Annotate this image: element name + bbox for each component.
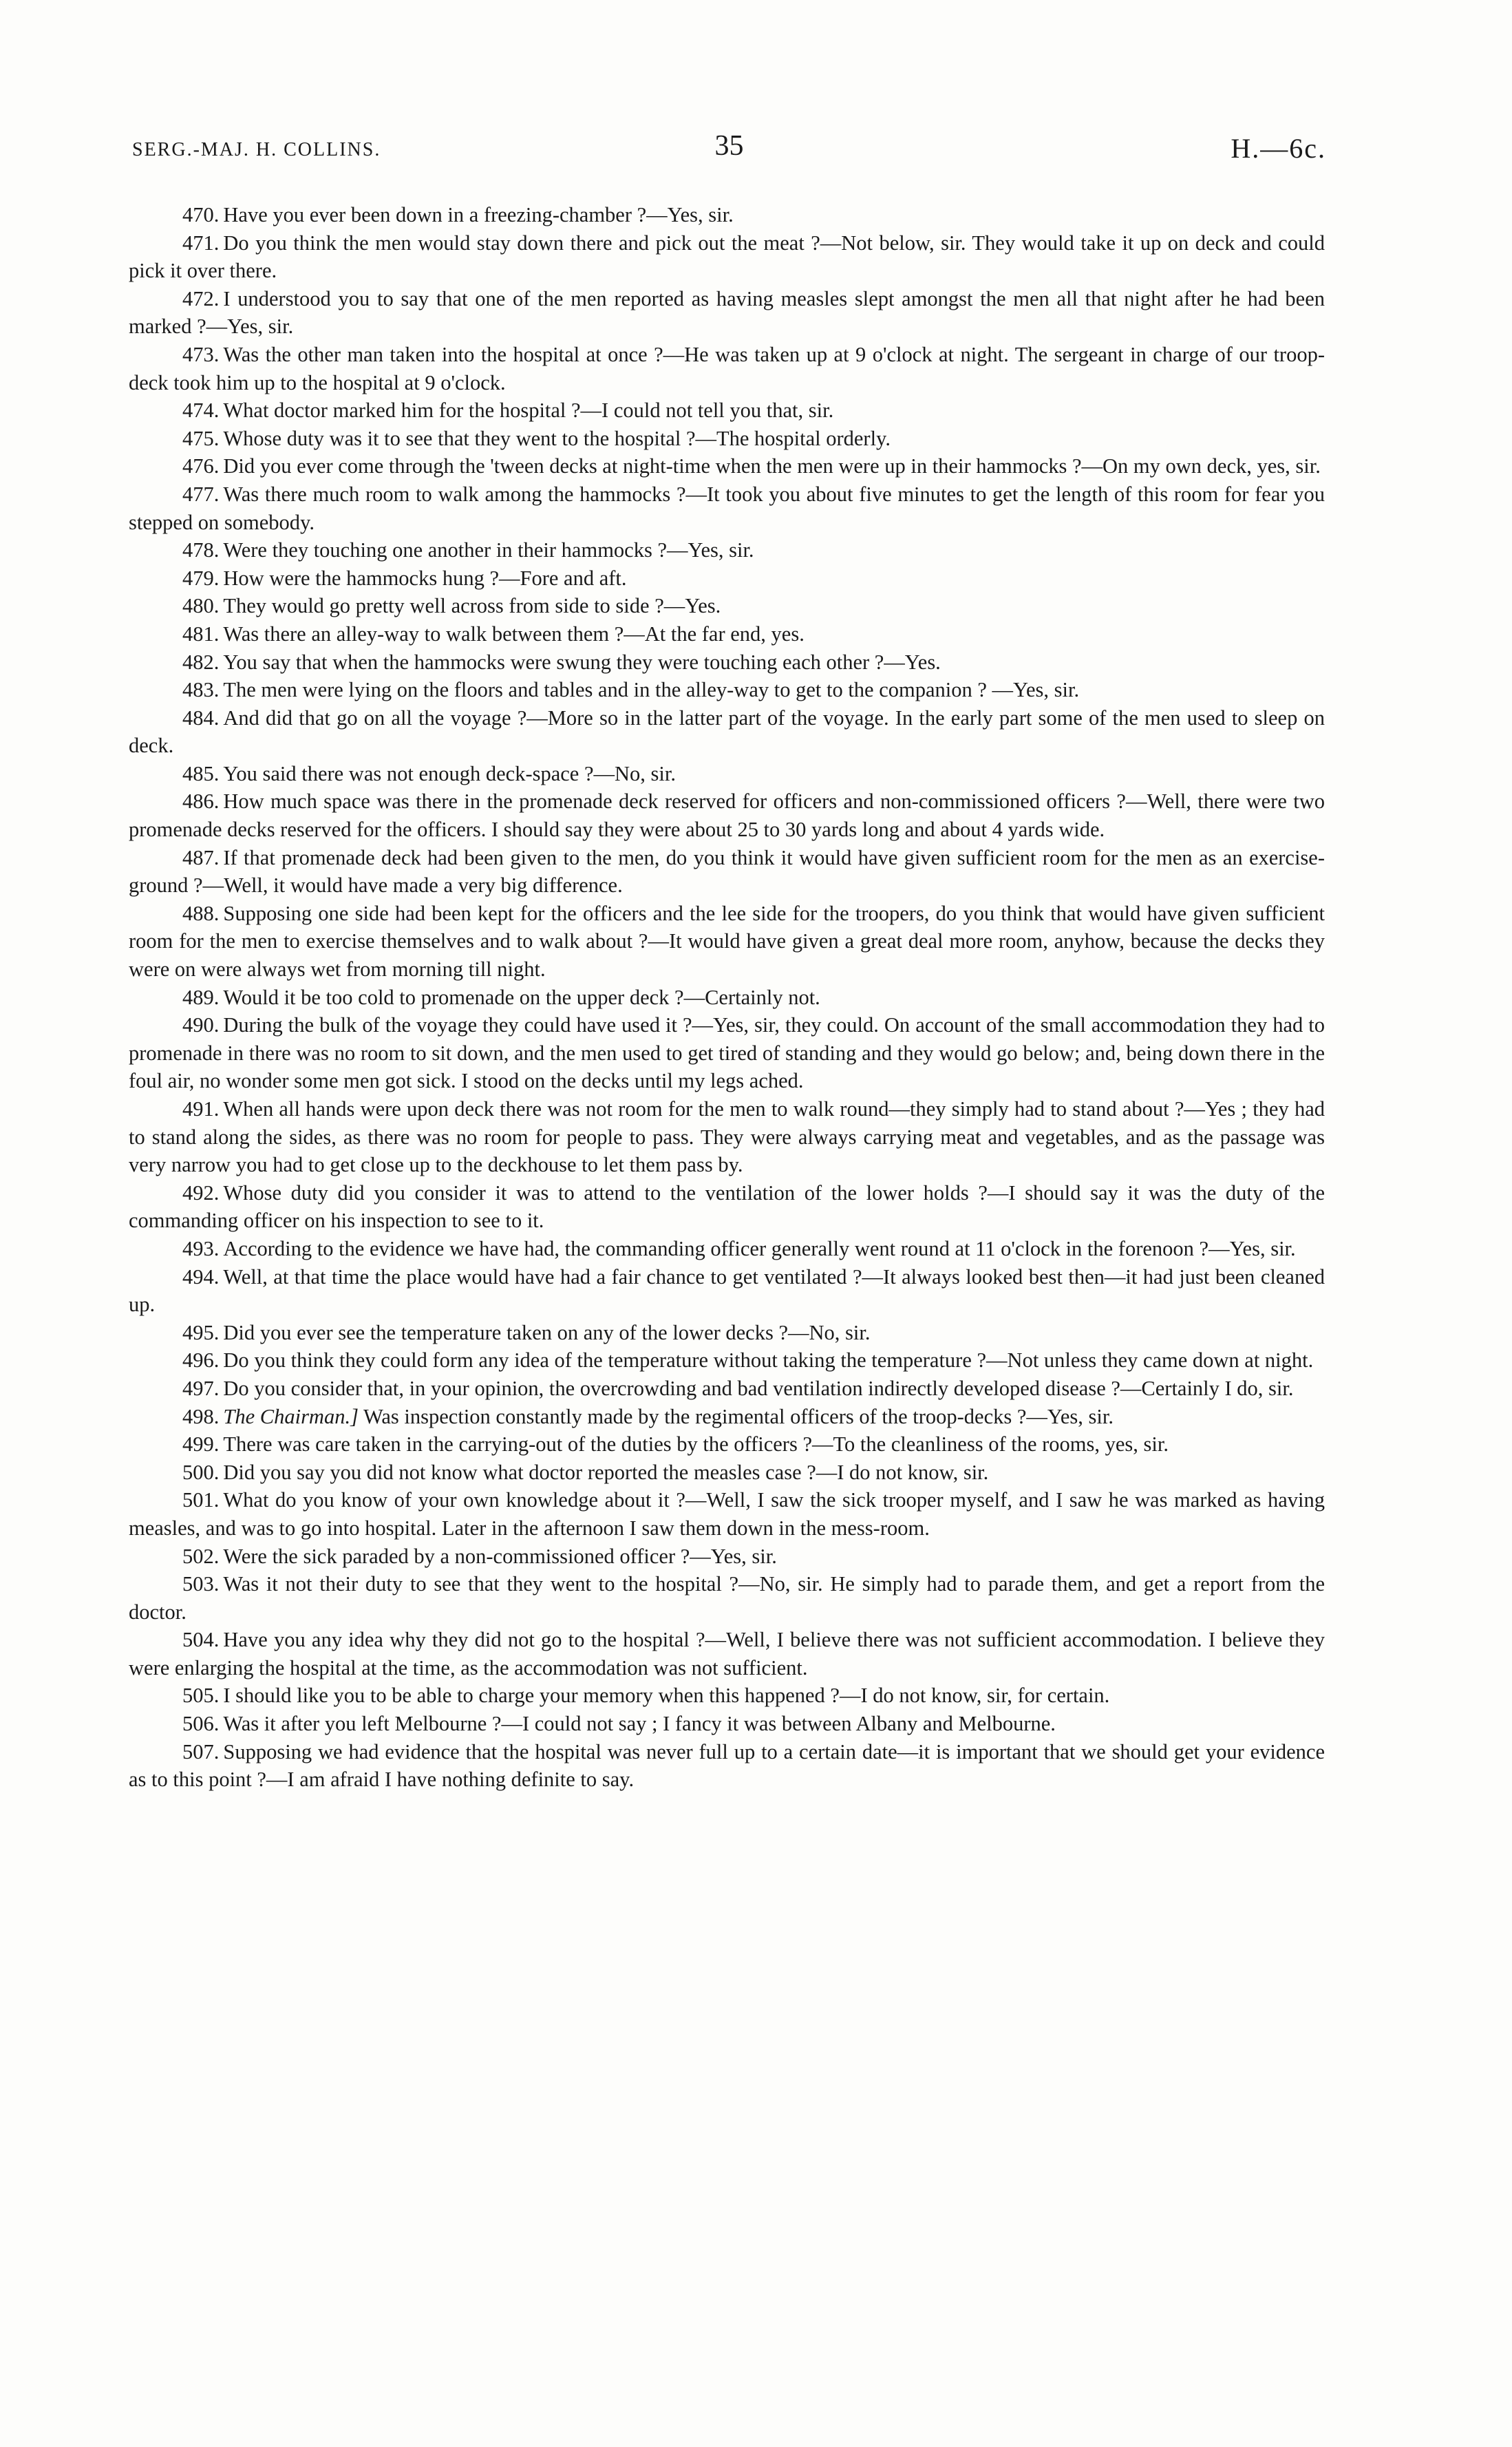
evidence-paragraph <box>129 620 1325 648</box>
evidence-paragraph <box>129 1346 1325 1375</box>
question-number: 500. <box>182 1460 220 1484</box>
question-number: 497. <box>182 1376 220 1400</box>
evidence-paragraph <box>129 1319 1325 1347</box>
question-answer-text: Was there an alley-way to walk between them ?—At the far end, yes. <box>223 622 805 646</box>
question-answer-text: Would it be too cold to promenade on the upper deck ?—Certainly not. <box>223 985 820 1009</box>
evidence-paragraph <box>129 452 1325 480</box>
question-answer-text: What doctor marked him for the hospital ?—I could not tell you that, sir. <box>223 399 834 423</box>
running-head-right: H.—6c. <box>1231 133 1326 164</box>
evidence-paragraph <box>129 1710 1325 1738</box>
question-answer-text: Did you ever see the temperature taken on any of the lower decks ?—No, sir. <box>223 1320 871 1344</box>
evidence-paragraph <box>129 564 1325 593</box>
evidence-paragraph <box>129 1263 1325 1319</box>
question-answer-text: Were the sick paraded by a non-commissioned officer ?—Yes, sir. <box>223 1544 777 1568</box>
question-answer-text: During the bulk of the voyage they could have used it ?—Yes, sir, they could. On account of the small accommodation they had to promenade in there was no room to sit down, and the men used to get tired of standing and they would go below; and, being down there in the foul air, no wonder some men got sick. I stood on the decks until my legs ached. <box>129 1013 1325 1093</box>
question-number: 484. <box>182 706 220 730</box>
question-answer-text: Was it after you left Melbourne ?—I could not say ; I fancy it was between Albany and Melbourne. <box>223 1712 1056 1736</box>
question-answer-text: Was there much room to walk among the hammocks ?—It took you about five minutes to get the length of this room for fear you stepped on somebody. <box>129 482 1325 534</box>
evidence-paragraph <box>129 1375 1325 1403</box>
question-number: 489. <box>182 985 220 1009</box>
question-number: 478. <box>182 538 220 562</box>
evidence-paragraph <box>129 984 1325 1012</box>
evidence-paragraph <box>129 1570 1325 1626</box>
question-answer-text: Did you say you did not know what doctor reported the measles case ?—I do not know, sir. <box>223 1460 989 1484</box>
question-answer-text: Was inspection constantly made by the regimental officers of the troop-decks ?—Yes, sir. <box>363 1404 1114 1428</box>
evidence-paragraph <box>129 844 1325 900</box>
question-number: 487. <box>182 845 220 869</box>
question-number: 480. <box>182 594 220 618</box>
question-number: 496. <box>182 1348 220 1373</box>
question-answer-text: Did you ever come through the 'tween decks at night-time when the men were up in their hammocks ?—On my own deck, yes, sir. <box>223 454 1321 478</box>
question-number: 490. <box>182 1013 220 1037</box>
evidence-transcript <box>129 201 1325 1794</box>
question-answer-text: When all hands were upon deck there was not room for the men to walk round—they simply had to stand about ?—Yes ; they had to stand along the sides, as there was no room for people to pass. They were always carrying meat and vegetables, and as the passage was very narrow you had to get close up to the deckhouse to let them pass by. <box>129 1097 1325 1177</box>
question-answer-text: There was care taken in the carrying-out of the duties by the officers ?—To the cleanliness of the rooms, yes, sir. <box>223 1432 1169 1456</box>
evidence-paragraph <box>129 536 1325 564</box>
evidence-paragraph <box>129 1738 1325 1794</box>
evidence-paragraph <box>129 480 1325 536</box>
evidence-paragraph <box>129 1682 1325 1710</box>
question-answer-text: According to the evidence we have had, the commanding officer generally went round at 11 o'clock in the forenoon ?—Yes, sir. <box>223 1236 1296 1260</box>
question-answer-text: Have you any idea why they did not go to the hospital ?—Well, I believe there was not sufficient accommodation. I believe they were enlarging the hospital at the time, as the accommodation was not sufficient. <box>129 1628 1325 1680</box>
evidence-paragraph <box>129 676 1325 704</box>
question-number: 471. <box>182 231 220 255</box>
question-number: 506. <box>182 1712 220 1736</box>
question-number: 473. <box>182 342 220 366</box>
evidence-paragraph <box>129 648 1325 677</box>
evidence-paragraph <box>129 1543 1325 1571</box>
question-number: 499. <box>182 1432 220 1456</box>
page-header <box>132 129 1326 171</box>
question-answer-text: Do you think they could form any idea of the temperature without taking the temperature ?—Not unless they came down at night. <box>223 1348 1314 1373</box>
question-number: 505. <box>182 1684 220 1708</box>
question-number: 501. <box>182 1488 220 1512</box>
evidence-paragraph <box>129 229 1325 285</box>
question-number: 495. <box>182 1320 220 1344</box>
question-answer-text: They would go pretty well across from side to side ?—Yes. <box>223 594 721 618</box>
question-answer-text: Have you ever been down in a freezing-chamber ?—Yes, sir. <box>223 203 734 226</box>
question-answer-text: You said there was not enough deck-space ?—No, sir. <box>223 761 676 785</box>
question-answer-text: I should like you to be able to charge your memory when this happened ?—I do not know, sir, for certain. <box>223 1684 1110 1708</box>
question-answer-text: How much space was there in the promenade deck reserved for officers and non-commissioned officers ?—Well, there were two promenade decks reserved for the officers. I should say they were about 25 to 30 yards long and about 4 yards wide. <box>129 790 1325 842</box>
question-number: 503. <box>182 1572 220 1596</box>
evidence-paragraph <box>129 592 1325 620</box>
question-number: 475. <box>182 426 220 450</box>
question-answer-text: You say that when the hammocks were swung they were touching each other ?—Yes. <box>223 650 941 674</box>
question-answer-text: Well, at that time the place would have had a fair chance to get ventilated ?—It always looked best then—it had just been cleaned up. <box>129 1264 1325 1317</box>
question-answer-text: If that promenade deck had been given to the men, do you think it would have given sufficient room for the men as an exercise-ground ?—Well, it would have made a very big difference. <box>129 845 1325 898</box>
question-answer-text: Whose duty was it to see that they went to the hospital ?—The hospital orderly. <box>223 426 891 450</box>
question-number: 493. <box>182 1236 220 1260</box>
question-number: 472. <box>182 286 220 310</box>
question-number: 477. <box>182 482 220 506</box>
evidence-paragraph <box>129 1095 1325 1179</box>
evidence-paragraph <box>129 1430 1325 1459</box>
evidence-paragraph <box>129 1459 1325 1487</box>
question-answer-text: Were they touching one another in their hammocks ?—Yes, sir. <box>223 538 754 562</box>
question-number: 502. <box>182 1544 220 1568</box>
question-answer-text: I understood you to say that one of the men reported as having measles slept amongst the men all that night after he had been marked ?—Yes, sir. <box>129 286 1325 339</box>
question-number: 474. <box>182 399 220 423</box>
evidence-paragraph <box>129 1486 1325 1542</box>
evidence-paragraph <box>129 1626 1325 1682</box>
page-number: 35 <box>714 130 744 162</box>
question-number: 488. <box>182 901 220 925</box>
question-answer-text: Supposing one side had been kept for the officers and the lee side for the troopers, do you think that would have given sufficient room for the men to exercise themselves and to walk about ?—It would have given a great deal more room, anyhow, because the decks they were on were always wet from morning till night. <box>129 901 1325 982</box>
question-answer-text: And did that go on all the voyage ?—More so in the latter part of the voyage. In the early part some of the men used to sleep on deck. <box>129 706 1325 758</box>
question-number: 491. <box>182 1097 220 1121</box>
evidence-paragraph <box>129 285 1325 341</box>
question-answer-text: The men were lying on the floors and tables and in the alley-way to get to the companion ? —Yes, sir. <box>223 678 1080 702</box>
question-answer-text: Supposing we had evidence that the hospital was never full up to a certain date—it is important that we should get your evidence as to this point ?—I am afraid I have nothing definite to say. <box>129 1739 1325 1792</box>
question-answer-text: Whose duty did you consider it was to attend to the ventilation of the lower holds ?—I should say it was the duty of the commanding officer on his inspection to see to it. <box>129 1180 1325 1233</box>
question-number: 498. <box>182 1404 220 1428</box>
evidence-paragraph <box>129 396 1325 425</box>
evidence-paragraph <box>129 341 1325 396</box>
evidence-paragraph <box>129 201 1325 229</box>
question-number: 476. <box>182 454 220 478</box>
question-number: 479. <box>182 566 220 590</box>
question-number: 494. <box>182 1264 220 1289</box>
question-answer-text: Do you think the men would stay down there and pick out the meat ?—Not below, sir. They would take it up on deck and could pick it over there. <box>129 231 1325 283</box>
question-answer-text: Was it not their duty to see that they went to the hospital ?—No, sir. He simply had to parade them, and get a report from the doctor. <box>129 1572 1325 1624</box>
speaker-label: The Chairman.] <box>223 1404 359 1428</box>
evidence-paragraph <box>129 900 1325 984</box>
question-answer-text: What do you know of your own knowledge about it ?—Well, I saw the sick trooper myself, and I saw he was marked as having measles, and was to go into hospital. Later in the afternoon I saw them down in the mess-room. <box>129 1488 1325 1540</box>
question-number: 507. <box>182 1739 220 1763</box>
evidence-paragraph <box>129 704 1325 760</box>
evidence-paragraph <box>129 425 1325 453</box>
evidence-paragraph <box>129 760 1325 788</box>
running-head-left: SERG.-MAJ. H. COLLINS. <box>132 139 381 160</box>
evidence-paragraph <box>129 1011 1325 1095</box>
evidence-paragraph <box>129 1403 1325 1431</box>
question-answer-text: How were the hammocks hung ?—Fore and aft. <box>223 566 627 590</box>
question-number: 483. <box>182 678 220 702</box>
evidence-paragraph <box>129 787 1325 843</box>
question-answer-text: Do you consider that, in your opinion, the overcrowding and bad ventilation indirectly developed disease ?—Certainly I do, sir. <box>223 1376 1294 1400</box>
evidence-paragraph <box>129 1179 1325 1235</box>
question-number: 482. <box>182 650 220 674</box>
question-number: 470. <box>182 203 220 226</box>
question-number: 481. <box>182 622 220 646</box>
question-number: 492. <box>182 1180 220 1205</box>
question-answer-text: Was the other man taken into the hospital at once ?—He was taken up at 9 o'clock at night. The sergeant in charge of our troop-deck took him up to the hospital at 9 o'clock. <box>129 342 1325 394</box>
question-number: 485. <box>182 761 220 785</box>
question-number: 504. <box>182 1628 220 1652</box>
question-number: 486. <box>182 790 220 814</box>
evidence-paragraph <box>129 1235 1325 1263</box>
